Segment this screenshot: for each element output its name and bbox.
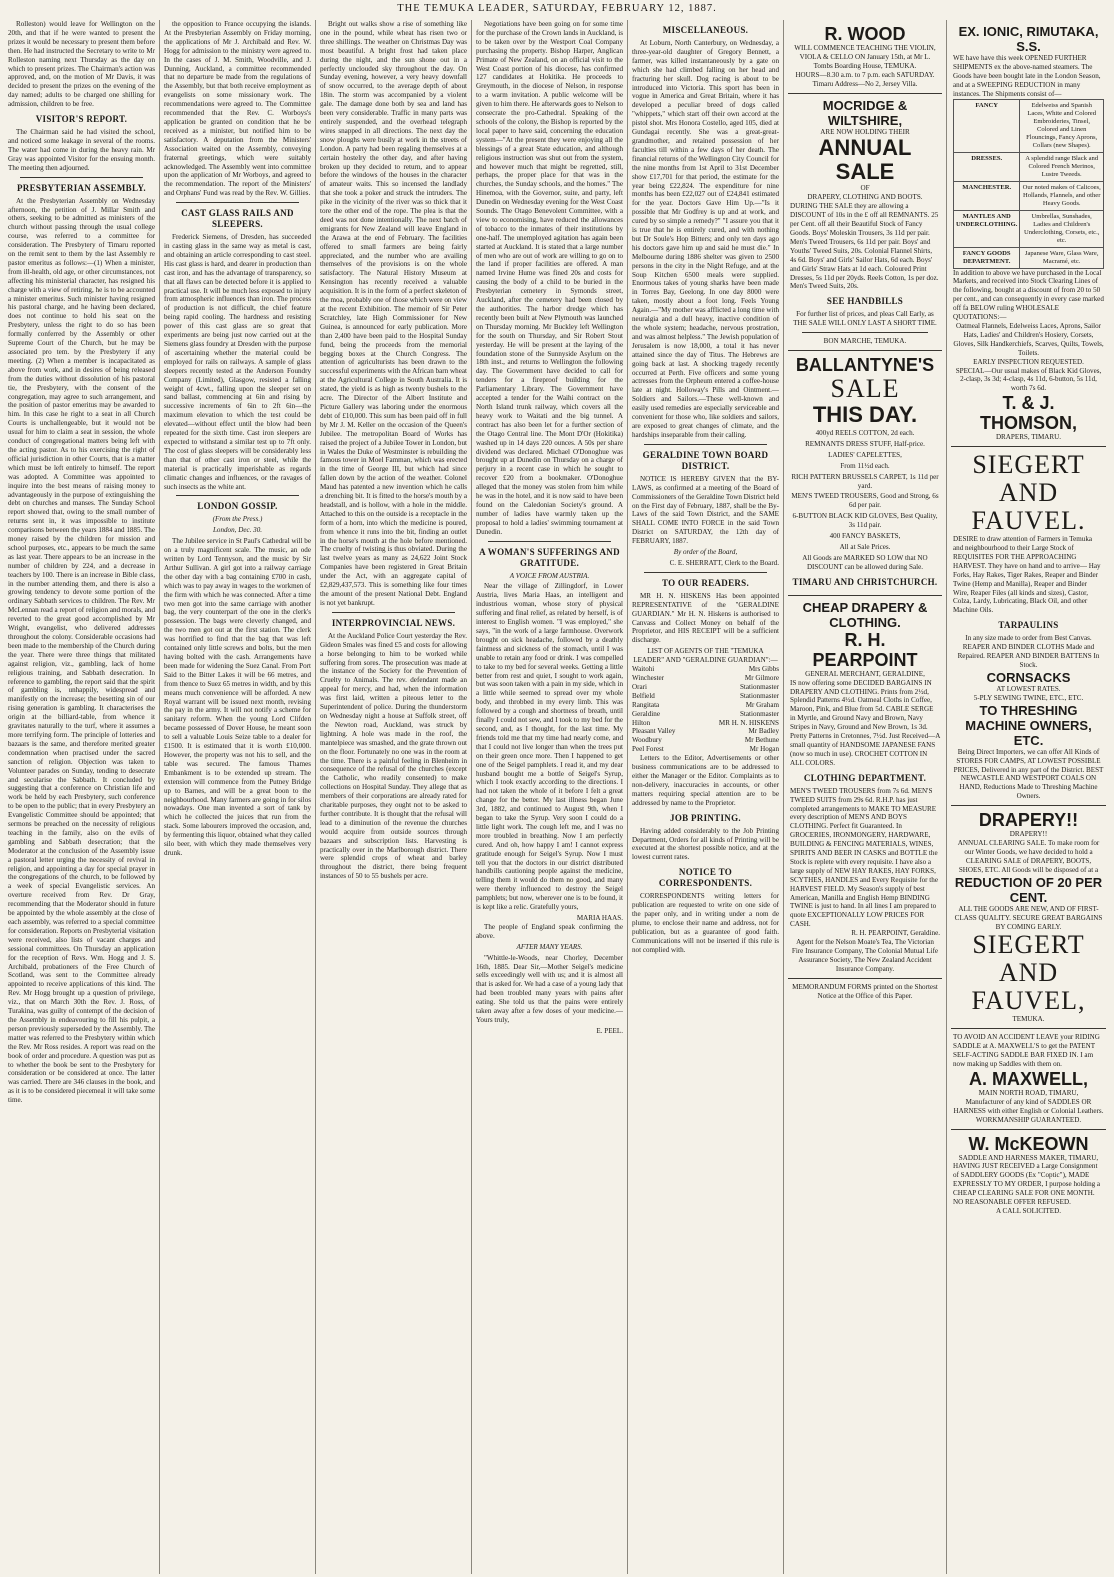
article-text: At the Auckland Police Court yesterday the Rev. Gideon Smales was fined £5 and costs for allowing a horse belonging to him to be worked while suffering from sores. The prosecution was made at the instance of the Society for the Prevention of Cruelty to Animals. The rev. defendant made an appeal for mercy, and had, when the information was first laid, written a piteous letter to the Superintendent of police. During the thunderstorm on Wednesday night a house at Suffolk street, off the Newton road, Auckland, was struck by lightning. A hole was made in the roof, the mantelpiece was smashed, and the grate thrown out on the floor. Fortunately no one was in the room at the time. There is a painful feeling in Blenheim in consequence of the refusal of the churches (except the Catholic, who readily consented) to make collections on Hospital Sunday. They allege that as members of their corporations are already rated for charitable purposes, they ought not to be asked to further contribute. It is thought that the refusal will lead to a diminution of the revenue the churches would acquire from outside sources through bazaars and subscription lists. Harvesting is practically over in the Marlborough district. There were splendid crops of wheat and barley throughout the district, there being frequent instances of 50 to 55 bushels per acre. — [320, 631, 467, 881]
column-6-advertisements — [784, 20, 947, 1574]
table-cell: FANCY GOODS DEPARTMENT. — [954, 247, 1020, 268]
agent-cell: Woodbury — [632, 736, 662, 745]
agent-cell: Hilton — [632, 718, 651, 727]
section-heading: TO OUR READERS. — [661, 577, 750, 588]
ad-title: TO THRESHING MACHINE OWNERS, ETC. — [965, 702, 1092, 748]
ad-text: ARE NOW HOLDING THEIR — [820, 127, 910, 136]
agents-list — [632, 665, 779, 754]
ad-text: DRAPERY!! — [1009, 830, 1048, 839]
agent-cell: Winchester — [632, 674, 665, 682]
article-text: the opposition to France occupying the islands. At the Presbyterian Assembly on Friday morning, the applications of Mr J. Archibald and Rev. W. Hogg for admission to the ministry were agreed to. In the cases of J. M. Smith, Woodville, and J. Dunning, Auckland, a committee recommended that no departure be made from the regulations of the Assembly, but that both receive employment as evangelists on some missionary work. The recommendations were agreed to. The Committee recommended that the Rev. C. Worboys's application be granted on condition that he be received as a minister, but notified him to be satisfactory. A deputation from the Ministers' Association waited on the Assembly, conveying fraternal greetings, which were suitably acknowledged. The Assembly went into committee upon the application of Mr Worboys, and agreed to the recommendation. The report of the Ministers' and Orphans' Fund was read by the Rev. W. Gillies. — [164, 20, 311, 198]
ad-text: SADDLE AND HARNESS MAKER, TIMARU, — [958, 1153, 1099, 1162]
agent-row — [632, 745, 779, 754]
ad-siegert — [951, 447, 1106, 806]
section-subheading: AFTER MANY YEARS. — [516, 942, 583, 951]
table-cell: Our noted makes of Calicoes, Hollands, Flannels, and other Heavy Goods. — [1020, 181, 1104, 210]
ad-title: R. WOOD — [824, 24, 906, 44]
table-cell: A splendid range Black and Colored French Merinos, Lustre Tweeds. — [1020, 152, 1104, 181]
ad-title: SALE — [830, 374, 900, 404]
ad-list-item: 400 FANCY BASKETS, — [829, 532, 901, 541]
table-cell: Japanese Ware, Glass Ware, Macramé, etc. — [1020, 247, 1104, 268]
agent-cell: Mr Graham — [745, 700, 779, 709]
goods-table — [953, 99, 1104, 269]
article-text: Near the village of Zillingdorf, in Lower Austria, lives Maria Haas, an intelligent and industrious woman, whose story of physical suffering and final relief, as related by herself, is of interest to English women. "I was employed," she says, "in the work of a large farmhouse. Overwork brought on sick headache, followed by a deathly faintness and sickness of the stomach, until I was unable to retain any food or drink. I was compelled to take to my bed for several weeks. Getting a little better from rest and quiet, I sought to work again, but was soon taken with a pain in my side, which in a little while seemed to spread over my whole body, and throbbed in my every limb. This was followed by a cough and shortness of breath, until finally I could not sew, and I took to my bed for the second, and, as I thought, for the last time. My friends told me that my time had nearly come, and that I could not live longer than when the trees put on their green once more. Then I happened to get one of the Seigel pamphlets. I read it, and my dear husband bought me a bottle of Seigel's Syrup, which I took exactly according to the directions. I had not taken the whole of it before I felt a great change for the better. My last illness began June 3rd, 1882, and continued to August 9th, when I began to take the Syrup. Very soon I could do a little light work. The cough left me, and I was no more troubled in breathing. Now I am perfectly cured. And oh, how happy I am! I cannot express gratitude enough for Seigel's Syrup. Now I must tell you that the doctors in our district distributed handbills cautioning people against the medicine, telling them it would do them no good, and many were thereby influenced to destroy the Seigel pamphlets; but now, wherever one is to be found, it is kept like a relic. Gratefully yours, — [476, 582, 623, 912]
ad-drapery — [951, 806, 1106, 1029]
column-5 — [628, 20, 784, 1574]
masthead: THE TEMUKA LEADER, SATURDAY, FEBRUARY 12, 1887. — [397, 3, 717, 14]
agent-cell: Stationmaster — [739, 691, 779, 700]
ad-text: MEMORANDUM FORMS printed on the Shortest Notice at the Office of this Paper. — [792, 982, 938, 1000]
ad-subtitle: CLOTHING DEPARTMENT. — [803, 772, 927, 783]
notice-order: By order of the Board, — [673, 548, 738, 557]
ad-text: DESIRE to draw attention of Farmers in Temuka and neighbourhood to their Large Stock of REQUISITES FOR THE APPROACHING HARVEST. They have on hand and to arrive— Hay Forks, Hay Rakes, Tiger Rakes, Reaper and Binder Twine (Hemp and Manilla), Reaper and Binder Wire, Reaper Files (all kinds and sizes), Castor, Colza, Lardy, Lubricating, Black Oil, and other Machine Oils. — [953, 535, 1101, 615]
article-text: Frederick Siemens, of Dresden, has succeeded in casting glass in the same way as metal is cast, and obtaining an article corresponding to cast steel. His cast glass is hard, and dearer in production than cast iron, and has the advantage of transparency, so that all flaws can be detected before it is applied to practical use. It will be much less exposed to injury from atmospheric influences than iron. The process of production is not difficult, the chief feature being rapid cooling. The hardness and resisting power of this cast glass are so great that experiments are being just now carried out at the Siemens glass foundry at Dresden with the purpose of ascertaining whether the material could be employed for rails on railways. A sample of glass sleepers recently tested at the Anderson Foundry Company (Limited), Glasgow, resisted a falling weight of 4cwt., falling upon the sleeper set on sand ballast, commencing at 6in and rising by successive increments of 6in to 2ft 6in—the maximum elevation to which the test could be elevated—without effect until the blow had been repeated for the sixth time. Cast iron sleepers are expected to withstand a similar test up to 7ft only. The cost of glass sleepers will be considerably less than that of other cast iron or steel, while the material is practically imperishable as regards climatic changes and influences, or the ravages of such insects as the white ant. — [164, 233, 311, 491]
ad-text: Agent for the Nelson Moate's Tea, The Victorian Fire Insurance Company, The Colonial Mutual Life Assurance Society, The New Zealand Accident Insurance Company. — [791, 938, 939, 973]
ad-title: T. & J. THOMSON, — [980, 393, 1077, 434]
table-cell: MANTLES AND UNDERCLOTHING. — [954, 210, 1020, 247]
ad-text: ANNUAL CLEARING SALE. To make room for our Winter Goods, we have decided to hold a CLEARING SALE of DRAPERY, BOOTS, SHOES, ETC. All Goods will be disposed of at a — [957, 839, 1100, 874]
ad-text: A CALL SOLICITED. — [996, 1207, 1061, 1215]
ad-list-item: LADIES' CAPELETTES, — [828, 450, 902, 459]
ad-text: AT LOWEST RATES. — [996, 684, 1061, 693]
ad-text: WILL COMMENCE TEACHING THE VIOLIN, VIOLA & CELLO ON January 15th, at Mr L. Tombs Boarding House, TEMUKA. — [794, 44, 936, 70]
agent-cell: Mr Badley — [748, 727, 779, 736]
section-heading: PRESBYTERIAN ASSEMBLY. — [17, 182, 146, 193]
ad-title: SIEGERT AND FAUVEL. — [971, 450, 1086, 536]
divider — [802, 332, 928, 333]
section-subheading: A VOICE FROM AUSTRIA. — [509, 571, 590, 580]
ad-text: DRAPERY, CLOTHING AND BOOTS. — [807, 193, 923, 202]
article-text: The Chairman said he had visited the school, and noticed some leakage in several of the rooms. The water had come in during the heavy rain. Mr Gray was appointed Visitor for the ensuing month. The meeting then adjourned. — [8, 128, 155, 172]
notice-text: MR H. N. HISKENS Has been appointed REPRESENTATIVE of the "GERALDINE GUARDIAN." Mr H. N. Hiskens is authorised to Canvass and Collect Money on behalf of the Proprietor, and HIS RECEIPT will be a sufficient discharge. — [632, 591, 779, 645]
agent-row — [632, 719, 779, 728]
agent-row — [632, 727, 779, 736]
agent-cell: Orari — [632, 682, 647, 691]
signature: R. H. PEARPOINT, Geraldine. — [851, 929, 940, 938]
agent-row — [632, 701, 779, 710]
ad-title: EX. IONIC, RIMUTAKA, S.S. — [958, 24, 1099, 54]
ad-title: MOCRIDGE & WILTSHIRE, — [822, 97, 908, 128]
ad-text: For further list of prices, and pleas Call Early, as — [796, 310, 934, 319]
article-text: At the Presbyterian Assembly on Wednesday afternoon, the petition of J. Millar Smith and others, seeking to be admitted as ministers of the church without passing through the usual college course, was referred to a committee for consideration. The Presbytery of Timaru reported on the remit sent to them by the last Assembly re pastor emeritus as follows:—(1) When a minister, from ill-health, old age, or other circumstances, not affecting his ministerial character, has resigned his charge with a view of retiring, he is to be accounted a minister emeritus. Such minister having resigned his pastoral charge, and he having been declared, does not continue to hold his seat on the Presbytery, unless the right to do so has been formally conferred by the Assembly or other Supreme Court of the Church, but he may be associated pro tem. by the Presbytery if any meeting. (2) When a member is incapacitated as above from work, and in desires of being released from the duties without dissolution of his pastoral tie, the Presbytery, with the consent of the congregation, may agree to such arrangement, and the position of pastor emeritus may be awarded to him. In this case he right to a seat in all Church Courts is unchallengeable, but it would not be usual for him to claim a seat in session, the whole conduct of congregational matters being left with the acting pastor. As to his exercising the right of official jurisdiction in other Courts, that is a matter which must be left entirely to himself. The report was adopted. A Committee was appointed to inquire into the best means of raising money to advantageously in the purpose of extinguishing the debt on churches and manses. The Sunday School report showed that, owing to the small number of returns sent in, it was impossible to institute comparisons between the years 1884 and 1885. The money raised by the children for mission and school purposes, etc., appears to be much the same as last year. There appears to be an increase in the number of children by 224, and a decrease in teachers by 100. There is an increase in Bible class, in the number attending them, and there is also a growing tendency to devote some portion of the ordinary Sabbath services to children. The Rev. Mr McLennan read a report of religion and morals, and reverted to the great good accomplished by Mr Wright, evangelist, who delivered addresses throughout the colony. Considerable occasions had been made to the membership of the Church during the year. There were three things that militated against religion, viz., gambling, lack of home religious training, and Sabbath desecration. In reference to gambling, the report said that the spirit of gambling is, unhappily, widespread and manifestly on the increase; the besetting sin of our rising generation is gambling. It characterises the origin at the billiard-table, from whence it gravitates naturally to the turf, where it assumes a more terrifying form. The principle of lotteries and bazaars is the same, and therefore merited greater condemnation when practised under the sacred sanction of religion. Objection was taken to Volunteer parades on Sunday, tending to desecrate and secularise the Sabbath. It concluded by suggesting that a conference on Christian life and work be held by each Presbytery, such conference to be open to the public; that in every Presbytery an Evangelistic Committee should be appointed; that sermons be preached on the necessity of religious teaching in the family, also on the evils of gambling and Sabbath desecration; that the Moderator at the conclusion of the Assembly issue a pastoral letter urging the necessity of revival in religion, and appointing a day for special prayer in the congregations of the church, to be followed by a week of special Evangelistic services. An overture received from Rev. Dr Gray, recommending that the Moderator should in future be appointed by the whole assembly at the close of each assembly, was referred to a special committee for consideration. Reports on Presbyterial visitation were received, also lists of vacant charges and sessional committees. On Thursday an application for the reception of Revs. Wm. Hogg and J. S. Archibald, probationers of the Free Church of Scotland, was sent to the Committee already appointed to receive applications of this kind. The Rev. Mr Hogg brought up a question of privilege, viz., that on March 30th the Rev. J. Ross, of Turakina, was guilty of contempt of the decision of the Assembly in endeavouring to fill his pulpit, a person previously superseded by the Assembly. The matter was referred to the Presbytery within which the Rev. Mr Ross resides. A report was read on the book of order and procedure. A question was put as to whether the book be sent to the Presbytery for consideration or be considered at once. The latter was carried. There are 346 clauses in the book, and as it is to be considered piecemeal it will take some time. — [8, 196, 156, 1105]
ad-title: SIEGERT AND FAUVEL, — [971, 930, 1086, 1016]
divider — [176, 202, 299, 203]
notice-text: Having added considerably to the Job Printing Department, Orders for all kinds of Printing will be executed at the shortest possible notice, and at the lowest current rates. — [632, 826, 779, 862]
article-text: At Loburn, North Canterbury, on Wednesday, a three-year-old daughter of Gregory Bennett, a farmer, was killed instantaneously by a gate on which she had climbed falling on her head and fracturing her skull. Dog racing is about to be introduced into Victoria. This sport has been in vogue in America and Great Britain, where it has developed a peculiar breed of dogs called "whippets," which start off their own accord at the pistol shot. Mrs Honora Costello, aged 105, died at Gundagai recently. She was a great-great-grandmother, and retained possession of her faculties till within a few days of her death. The financial returns of the Wellington City Council for the nine months from 1st April to 31st December show £17,701 for that period, the estimate for the year being £22,824. The expenditure for nine months has been £22,027 out of £24,841 estimated for the year. Doctors Gave Him Up.—"Is it possible that Mr Godfrey is up and at work, and cured by so simple a remedy?" "I assure you that it is true that he is entirely cured, and with nothing but Dr Soule's Hop Bitters; and only ten days ago his doctors gave him up and said he must die." In Melbourne during 1886 shelter was given to 2500 persons in the city in the Night Refuge, and at the Soup Kitchen 6500 meals were supplied. Enormous takes of young sharks have been made in Torres Bay, Geelong. In one day 8000 were taken, mostly about a foot long. Feels Young Again.—"My mother was afflicted a long time with neuralgia and a dull heavy, inactive condition of the whole system; headache, nervous prostration, and was almost helpless." The Jewish population of Jerusalem is now 18,000, a total it has never attained since the day of Titus. The Hebrews are going back at last. A shocking tragedy recently occurred at Perth. Five officers and some young actresses from the Orpheum entered a coffee-house late at night. Holloway's Pills and Ointment.—Soldiers and Sailors.—These well-known and easily used remedies are especially serviceable and convenient for those who, like soldiers and sailors, are exposed to great changes of climate, and the hardships inseparable from their calling. — [632, 39, 779, 439]
section-heading: A WOMAN'S SUFFERINGS AND GRATITUDE. — [479, 546, 620, 568]
ad-mocridge — [788, 94, 942, 352]
article-text: The Jubilee service in St Paul's Cathedral will be on a truly magnificent scale. The music, an ode written by Lord Tennyson, and the music by Sir Arthur Sullivan. A girl got into a railway carriage the other day with a bag containing £700 in cash, which was to pay away in wages to the workmen of the firm with which he was connected. After a time two men got into the same carriage with another bag, the very counterpart of the one in the clerk's possession. The bags were cleverly changed, and the two men got out at the first station. The clerk was horrified to find that the bag that was left contained only little screws and bolts, but the men having bolted with the cash. Arrangements have been made for widening the Suez Canal. From Port Said to the Bitter Lakes it will be 66 metres, and from thence to Suez 65 metres in width, and by this means much convenience will be afforded. A new Royal warrant will be issued next month, revising the pay in the army. It will not notify a scheme for sanitary reform. When the young Lord Clifden became possessed of Dover House, he meant soon to sell a valuable Louis Seize table to a dealer for £1500. It is estimated that it is worth £10,000. However, the property was not his to sell, and the table was secured. The famous Thames Embankment is to be extended up stream. The extension will commence from the Putney Bridge up to Barnes, and will be a great boon to the neighbourhood. Many farmers are going in for silos nowadays. One man invented a sort of tank by which he collected the juices that run from the stack. Some labourers improved the occasion, and, by fermenting this liquor, obtained what they called silo beer, with which they made themselves very drunk. — [164, 537, 311, 857]
agents-heading: LIST OF AGENTS OF THE "TEMUKA LEADER" AND "GERALDINE GUARDIAN":— — [633, 647, 778, 665]
ad-list — [790, 429, 940, 572]
ad-text: In any size made to order from Best Canvas. — [965, 634, 1092, 643]
divider — [176, 495, 299, 496]
agent-row — [632, 674, 779, 683]
ad-subtitle: SEE HANDBILLS — [826, 296, 904, 307]
table-cell: Edelweiss and Spanish Laces, White and Colored Embroideries, Tinsel, Colored and Linen Flouncings, Fancy Aprons, Collars (new Shapes). — [1020, 99, 1104, 152]
notice-text: NOTICE IS HEREBY GIVEN that the BY-LAWS, as confirmed at a meeting of the Board of Commissioners of the Geraldine Town District held on the First day of February, 1887, shall be the By-Laws of the said Town District, and the SAME SHALL COME INTO FORCE in the said Town District on SATURDAY, the 12th day of FEBRUARY, 1887. — [632, 474, 779, 546]
ad-text: DRAPERS, TIMARU. — [995, 433, 1062, 442]
section-heading: GERALDINE TOWN BOARD DISTRICT. — [642, 449, 769, 471]
ad-text: BON MARCHE, TEMUKA. — [823, 337, 907, 346]
agent-cell: Mrs Gibbs — [748, 665, 779, 674]
ad-subtitle: TARPAULINS — [998, 620, 1059, 631]
ad-text: HOURS—8.30 a.m. to 7 p.m. each SATURDAY. — [795, 70, 935, 79]
section-heading: LONDON GOSSIP. — [197, 501, 278, 512]
ad-title: CHEAP DRAPERY & CLOTHING. — [802, 599, 928, 630]
ad-text: SPECIAL—Our usual makes of Black Kid Gloves, 2-clasp, 3s 3d; 4-clasp, 4s 11d, 6-button, 5s 11d, worth 7s 6d. — [955, 366, 1102, 393]
ad-list-item: 6-BUTTON BLACK KID GLOVES, Best Quality, 3s 11d pair. — [792, 512, 938, 530]
agent-cell: Stationmaster — [739, 682, 779, 691]
section-heading: VISITOR'S REPORT. — [35, 114, 128, 125]
newspaper-columns — [4, 20, 1110, 1574]
ad-text: Being Direct Importers, we can offer All Kinds of STORES FOR CAMPS, AT LOWEST POSSIBLE PRICES, Delivered in any part of the District. BEST NEWCASTLE AND WESTPORT COALS ON HAND, Reductions Made to Threshing Machine Owners. — [953, 747, 1104, 801]
notice-text: Letters to the Editor, Advertisements or other business communications are to be addressed to either the Manager or the Editor. Complaints as to non-delivery, inaccuracies in accounts, or other matters requiring special attention are to be addressed by name to the Proprietor. — [632, 754, 779, 807]
ad-text: In addition to above we have purchased in the Local Markets, and received into Stock Clearing Lines of the following, bought at a discount of from 20 to 50 per cent., and can consequently in every case marked off fa BELOW ruling WHOLESALE QUOTATIONS:— — [953, 268, 1104, 322]
ad-pearpoint — [788, 596, 942, 979]
ad-title: R. H. PEARPOINT — [812, 629, 918, 670]
agent-cell: MR H. N. HISKENS — [718, 718, 779, 727]
table-cell: Umbrellas, Sunshades, Ladies and Children's Underclothing, Corsets, etc., etc. — [1020, 210, 1104, 247]
signature: C. E. SHERRATT, Clerk to the Board. — [669, 558, 779, 567]
ad-title: BALLANTYNE'S — [795, 355, 935, 376]
ad-list-item: 400yd REELS COTTON, 2d each. — [815, 429, 915, 438]
divider — [20, 177, 143, 178]
section-heading: CAST GLASS RAILS AND SLEEPERS. — [181, 208, 294, 230]
ad-title: W. McKEOWN — [968, 1133, 1089, 1154]
signature: MARIA HAAS. — [576, 914, 623, 922]
ad-text: DURING THE SALE they are allowing a DISCOUNT of 10s in the £ off all REMNANTS. 25 per Cent. off all their Beautiful Stock of Fancy Goods. Boys' Moleskin Trousers, 3s 11d per pair. Men's Tweed Trousers, 6s 11d per pair. Boys' and Youths' Tweed Suits, 20s. Colonial Flannel Shirts, 4s 6d. Boys' and Girls' Sailor Hats, 6d each. Boys' and Girls' Straw Hats at 1d each. Coloured Print Dresses, 5s 11d per 20yds. Reels Cotton, 1s per doz. Men's Tweed Suits, 20s. — [790, 202, 939, 291]
table-row — [954, 181, 1104, 210]
divider — [332, 612, 455, 613]
ad-title: DRAPERY!! — [978, 810, 1079, 831]
ad-list-item: All Goods are MARKED SO LOW that NO DISCOUNT can be allowed during Sale. — [802, 553, 928, 571]
agent-cell: Rangitata — [632, 700, 660, 709]
divider — [488, 541, 611, 542]
ad-subtitle: TIMARU AND CHRISTCHURCH. — [792, 576, 938, 587]
ad-text: IS now offering some DECIDED BARGAINS IN DRAPERY AND CLOTHING. Prints from 2½d, Splendid Patterns 4½d. Oatmeal Cloths in Coffee, Maroon, Pink, and Blue from 5d. CABLE SERGE in Myrtle, and Ground Navy and Brown, Navy Stripes in Navy, Ground and New Brown, 1s 3d. Pretty Patterns in Cretonnes, 7½d. Just Received—A small quantity of HANDSOME JAPANESE FANS (now so much in use). CROCHET COTTON IN ALL COLORS. — [790, 678, 940, 767]
ad-title: THIS DAY. — [812, 402, 918, 428]
agent-cell: Geraldine — [632, 709, 660, 718]
notice-text: CORRESPONDENTS writing letters for publication are requested to write on one side of the paper only, and in writing under a nom de plume, to enclose their name and address, not for publication, but as a guarantee of good faith. Communications will not be inserted if this rule is not complied with. — [632, 892, 779, 954]
ad-title: A. MAXWELL, — [969, 1068, 1088, 1089]
ad-list-item: All at Sale Prices. — [839, 543, 891, 551]
divider — [644, 444, 767, 445]
ad-title: CORNSACKS — [986, 669, 1071, 685]
article-text: Negotiations have been going on for some time for the purchase of the Crown lands in Auckland, is to be taken over by the Westport Coal Company purchasing the property. Bishop Harper, Anglican Primate of New Zealand, on an official visit to the West Coast portion of his diocese, has confirmed 127 candidates at Hokitika. He proceeds to Greymouth, in the diocese of Nelson, in response to a warm invitation. A public welcome will be given to him there. He afterwards goes to Nelson to consecrate the pro-Cathedral. Speaking of the schools of the colony, the Bishop is reported by the local paper to have said, concerning the education system—"At the present they were enjoying all the blessings of a great State education, and although religious instruction was shut out from the system, and however much that might be regretted, still, perhaps, the proper place for that was in the churches, the Sunday schools, and the homes." The Hinemoa, with the Governor, suite, and party, left Dunedin on Wednesday evening for the West Coast Sounds. The Otago Benevolent Committee, with a view to economising, have reduced the allowances of tobacco to the inmates of their institutions by one-half. The unemployed agitation has again been started at Auckland. It is stated that a large number of men who are out of work are willing to go on to the land if proper facilities are offered. A man named Irvine Hume was fined 20s and costs for causing the body of a child to be buried in the Presbyterian cemetery in Symonds street, Auckland, after the cemetery had been closed by the authorities. The harbor dredge which has recently been built at New Plymouth was launched on Thursday morning. Mr Buckley left Wellington for the south on Thursday, and Sir Robert Stout yesterday. He will be present at the laying of the foundation stone of the Sunnyside Asylum on the 18th inst., and returns to Wellington the following day. The Government have decided to call for tenders for a fireproof building for the Parliamentary Library. The Government have accepted a tender for the Waihi contract on the North Island trunk railway, which covers all the heavy work to Waitati and the big tunnel. A contract has also been let for a further section of the Otago Central line. The Mont D'Or (Hokitika) washed up in 14 days 220 ounces. A 50s per share dividend was declared. Michael O'Donoghue was brought up at Dunedin on Thursday on a charge of perjury in a recent case in which he sought to recover £20 from a bookmaker. O'Donoghue alleged that the money was stolen from him while he was in the hotel, and it is now said to have been found on the Caledonian Society's ground. A number of ladies have warmly taken up the proposal to hold a ladies' swimming tournament at Dunedin. — [476, 20, 623, 536]
section-heading: INTERPROVINCIAL NEWS. — [331, 617, 456, 628]
dateline: London, Dec. 30. — [212, 526, 263, 535]
section-heading: MISCELLANEOUS. — [662, 25, 749, 35]
ad-title: ANNUAL SALE — [818, 135, 912, 185]
agent-cell: Peel Forest — [632, 745, 664, 754]
ad-memo — [788, 979, 942, 1005]
column-3 — [316, 20, 472, 1574]
agent-cell: Waitohi — [632, 665, 655, 674]
ad-text: HAVING JUST RECEIVED a Large Consignment of SADDLERY GOODS (Ex "Coptic"), MADE EXPRESSLY TO MY ORDER, I purpose holding a CHEAP CLEARING SALE FOR ONE MONTH. NO REASONABLE OFFER REFUSED. — [953, 1162, 1101, 1207]
ad-mckeown — [951, 1130, 1106, 1220]
table-cell: DRESSES. — [954, 152, 1020, 181]
table-row — [954, 247, 1104, 268]
agent-cell: Belfield — [632, 691, 655, 700]
signature: E. PEEL. — [596, 1026, 623, 1035]
agent-row — [632, 736, 779, 745]
ad-list-item: From 11½d each. — [840, 461, 890, 470]
ad-text: TO AVOID AN ACCIDENT LEAVE your RIDING SADDLE at A. MAXWELL'S to get the PATENT SELF-ACTING SADDLE BAR FIXED IN. I am now making up Saddles with them on. — [953, 1033, 1100, 1069]
ad-ionic — [951, 20, 1106, 447]
agent-row — [632, 710, 779, 719]
ad-text: Manufacturer of any kind of SADDLES OR HARNESS with either English or Colonial Leathers. WORKMANSHIP GUARANTEED. — [953, 1097, 1104, 1124]
ad-text: GENERAL MERCHANT, GERALDINE, — [805, 669, 925, 678]
table-row — [954, 210, 1104, 247]
ad-text: THE SALE WILL ONLY LAST A SHORT TIME. — [793, 319, 937, 328]
section-subheading: (From the Press.) — [212, 515, 263, 524]
agent-cell: Stationmaster — [739, 709, 779, 718]
ad-text: MAIN NORTH ROAD, TIMARU, — [978, 1088, 1079, 1097]
agent-cell: Pleasant Valley — [632, 727, 676, 736]
ad-text: REAPER AND BINDER CLOTHS Made and Repaired. REAPER AND BINDER BATTENS In Stock. — [957, 643, 1100, 669]
table-cell: MANCHESTER. — [954, 181, 1020, 210]
agent-row — [632, 692, 779, 701]
section-heading: NOTICE TO CORRESPONDENTS. — [658, 867, 753, 889]
article-text: The people of England speak confirming the above. — [476, 922, 623, 940]
column-7-advertisements — [947, 20, 1110, 1574]
divider — [644, 572, 767, 573]
column-2 — [160, 20, 316, 1574]
agent-row — [632, 665, 779, 674]
ad-list-item: RICH PATTERN BRUSSELS CARPET, 1s 11d per yard. — [791, 472, 939, 490]
ad-text: TEMUKA. — [1012, 1015, 1045, 1024]
agent-cell: Mr Hogan — [749, 745, 779, 754]
ad-text: WE have have this week OPENED FURTHER SHIPMENTS ex the above-named steamers. The Goods have been bought late in the London Season, and at a SWEEPING REDUCTION in many instances. The Shipments consist of— — [953, 54, 1101, 98]
agent-cell: Mr Gilmore — [744, 674, 779, 682]
table-row — [954, 99, 1104, 152]
ad-ballantyne — [788, 351, 942, 596]
ad-list-item: MEN'S TWEED TROUSERS, Good and Strong, 6s 6d per pair. — [791, 492, 939, 510]
ad-list-item: REMNANTS DRESS STUFF, Half-price. — [805, 439, 925, 448]
column-1 — [4, 20, 160, 1574]
ad-text: Timaru Address—No 2, Jersey Villa. — [812, 79, 918, 88]
agent-cell: Mr Bethune — [744, 736, 779, 745]
section-heading: JOB PRINTING. — [670, 812, 741, 823]
ad-maxwell — [951, 1029, 1106, 1129]
ad-text: Oatmeal Flannels, Edelweiss Laces, Aprons, Sailor Hats, Ladies' and Children's Hosiery, Corsets, Gloves, Silk Handkerchiefs, Scarves, Quilts, Towels, Toilets. — [953, 321, 1104, 357]
ad-text: ALL THE GOODS ARE NEW, AND OF FIRST-CLASS QUALITY. SECURE GREAT BARGAINS BY COMING EARLY. — [954, 904, 1103, 931]
article-text: Rolleston) would leave for Wellington on the 20th, and that if he were wanted to present the prizes it would be necessary to present them before then. He had instructed the Secretary to write to Mr Rolleston naming next Thursday as the day on which to present prizes. The Chairman's action was approved, and, on the motion of Mr Davis, it was decided to present the prizes on the evening of the day named; adults to be charged one shilling for admission, children to be free. — [8, 20, 155, 109]
column-4 — [472, 20, 628, 1574]
agent-row — [632, 683, 779, 692]
ad-text: OF — [860, 184, 870, 193]
ad-text: EARLY INSPECTION REQUESTED. — [973, 357, 1084, 366]
table-row — [954, 152, 1104, 181]
article-text: "Whittle-le-Woods, near Chorley, December 16th, 1885. Dear Sir,—Mother Seigel's medicine sells exceedingly well with us; and it is almost all that is asked for. We had a case of a young lady that had been troubled many years with pains after eating. She told us that the pains were entirely taken away after a few doses of your medicine.—Yours truly, — [476, 953, 623, 1024]
article-text: Bright out walks show a rise of something like one in the pound, while wheat has risen two or three shillings. The weather on Christmas Day was most beautiful. A bright frost had taken place during the night, and the sun shone out in a perfectly unclouded sky throughout the day. On Sunday evening, however, a very heavy downfall of snow occurred, to the average depth of about 18in. The storm was accompanied by a violent gale. The damage done both by sea and land has been very considerable. Traffic in many parts was entirely suspended, and the overhead telegraph wires snapped in all directions. The next day the snow ploughs were busily at work in the streets of London. A party had been regaling themselves at a certain hostelry the other day, and after having broken up they decided to return, and to appear before the windows of the houses in the character of amateur waits. This so incensed the landlady that she took a poker and struck the intruders. The pike in the vicinity of the river was so thick that it tore the other end of the rope. The plea is that the deed was not done intentionally. The next batch of emigrants for New Zealand will leave England in the Arawa at the end of February. The facilities offered to small farmers are being fairly appreciated, and the number who are availing themselves of the provisions is on the whole satisfactory. The Natural History Museum at Kensington has recently received a valuable acquisition. It is in the form of a perfect skeleton of the moa, probably one of those which were on view at the recent Exhibition. The memoir of Sir Peter Scratchley, late High Commissioner for New Guinea, is announced for early publication. More than 2,400 have been paid to the Hospital Sunday fund, being the proceeds from the memorial begging boxes at the Church Congress. The attention of agriculturists has been drawn to the successful experiments with the African barn wheat at the Agricultural College in South Australia. It is stated, the yield is as high as twenty bushels to the acre. The Director of the Albert Institute and Picture Gallery was laboring under the enormous debt of £10,000. This sum has been paid off in full by Mr J. M. Keller on the occasion of the Queen's Jubilee. The metropolitan Board of Works has raised the project of a Jubilee Tower in London, but in Wales the Duke of Westminster is rebuilding the famous tower in Moel Famman, which was erected in the time of George III, but which had since fallen down by the action of the weather. Colonel Maud has patented a new invention which he calls a drenching bit. It is fitted to the horse's mouth by a headstall, and is hollow, with a hole in the middle. Attached to this on the outside is a receptacle in the form of a horn, into which the medicine is poured, from whence it runs into the bit, finding an outlet in the horse's mouth at the hole before mentioned. The cruelty of twisting is thus obviated. During the last twelve years as many as 24,622 Joint Stock Companies have been registered in Great Britain under the Act, with an aggregate capital of £2,829,437,573. This is something like four times the amount of the present National Debt. England is not yet bankrupt. — [320, 20, 467, 607]
ad-text: MEN'S TWEED TROUSERS from 7s 6d. MEN'S TWEED SUITS from 29s 6d. R.H.P. has just completed arrangements to MAKE TO MEASURE every description of MEN'S AND BOYS CLOTHING. Perfect fit Guaranteed. In GROCERIES, IRONMONGERY, HARDWARE, BUILDING & FENCING MATERIALS, WINES, SPIRITS AND BEER IN CASKS and BOTTLE the Stock is replete with every requisite. I have also a large supply of NEW HAY RAKES, HAY FORKS, SCYTHES, HANDLES and Every Requisite for the HARVEST FIELD. My Season's supply of best American, Manilla and English Hemp BINDING TWINE is just to hand. In all lines I am prepared to quote EXCEPTIONALLY LOW PRICES FOR CASH. — [790, 786, 938, 929]
ad-wood — [788, 20, 942, 94]
table-cell: FANCY — [954, 99, 1020, 152]
ad-title: REDUCTION OF 20 PER CENT. — [954, 874, 1103, 905]
ad-text: 5-PLY SEWING TWINE, ETC., ETC. — [973, 693, 1084, 702]
